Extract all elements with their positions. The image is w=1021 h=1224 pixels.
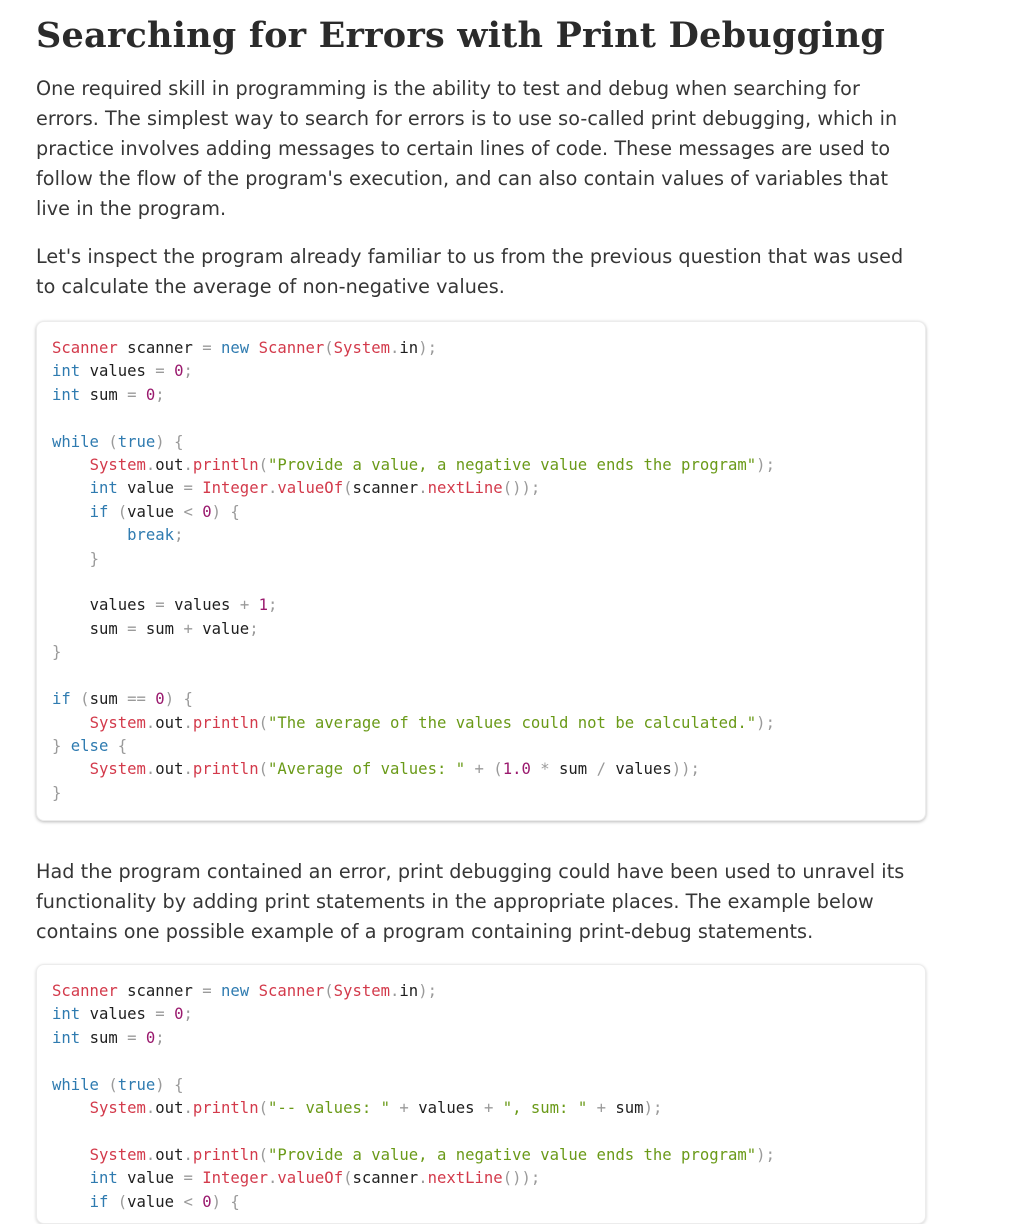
code-line: int values = 0; bbox=[52, 1005, 193, 1024]
intro-paragraph: One required skill in programming is the ability to test and debug when searching for errors. The simplest way to search for errors is to use so-called print debugging, which in practice involves adding messages to certain lines of code. These messages are used to follow the flow of the program's execution, and can also contain values of variables that live in the program. bbox=[36, 77, 898, 220]
code-line: int value = Integer.valueOf(scanner.nextLine()); bbox=[89, 479, 541, 498]
code-line: System.out.println("-- values: " + values + ", sum: " + sum); bbox=[89, 1099, 663, 1118]
code-line: while (true) { bbox=[52, 432, 184, 451]
code-line: int value = Integer.valueOf(scanner.nextLine()); bbox=[89, 1169, 541, 1188]
code-line: System.out.println("Average of values: " + (1.0 * sum / values)); bbox=[89, 760, 700, 779]
code-block-print-debug[interactable] bbox=[36, 964, 926, 1224]
code-line: } bbox=[89, 549, 99, 568]
print-debug-paragraph: Had the program contained an error, print debugging could have been used to unravel its functionality by adding print statements in the appropriate places. The example below contains one possible example of a program containing print-debug statements. bbox=[36, 860, 905, 943]
code-line: if (value < 0) { bbox=[89, 502, 240, 521]
article bbox=[36, 0, 928, 1211]
code-line: Scanner scanner = new Scanner(System.in); bbox=[52, 982, 437, 1000]
code-line: int sum = 0; bbox=[52, 1028, 165, 1047]
code-line: System.out.println("Provide a value, a negative value ends the program"); bbox=[89, 1145, 775, 1164]
code-line: System.out.println("The average of the values could not be calculated."); bbox=[89, 713, 775, 732]
code-line: } else { bbox=[52, 736, 128, 755]
code-listing[interactable] bbox=[52, 337, 925, 805]
code-line: while (true) { bbox=[52, 1075, 184, 1094]
code-line: sum = sum + value; bbox=[89, 619, 259, 638]
code-line: System.out.println("Provide a value, a negative value ends the program"); bbox=[89, 456, 775, 475]
page-title: Searching for Errors with Print Debugging bbox=[36, 15, 886, 56]
code-listing[interactable] bbox=[52, 980, 925, 1214]
inspect-paragraph: Let's inspect the program already familiar to us from the previous question that was used to calculate the average of non-negative values. bbox=[36, 245, 904, 298]
code-line: } bbox=[52, 783, 62, 802]
code-line: Scanner scanner = new Scanner(System.in); bbox=[52, 339, 437, 357]
code-line: } bbox=[52, 643, 62, 662]
code-block-average[interactable] bbox=[36, 321, 926, 821]
code-line: if (value < 0) { bbox=[89, 1192, 240, 1211]
code-line: break; bbox=[127, 526, 184, 545]
code-line: values = values + 1; bbox=[89, 596, 278, 615]
code-line: int sum = 0; bbox=[52, 385, 165, 404]
code-line: int values = 0; bbox=[52, 362, 193, 381]
code-line: if (sum == 0) { bbox=[52, 690, 193, 709]
